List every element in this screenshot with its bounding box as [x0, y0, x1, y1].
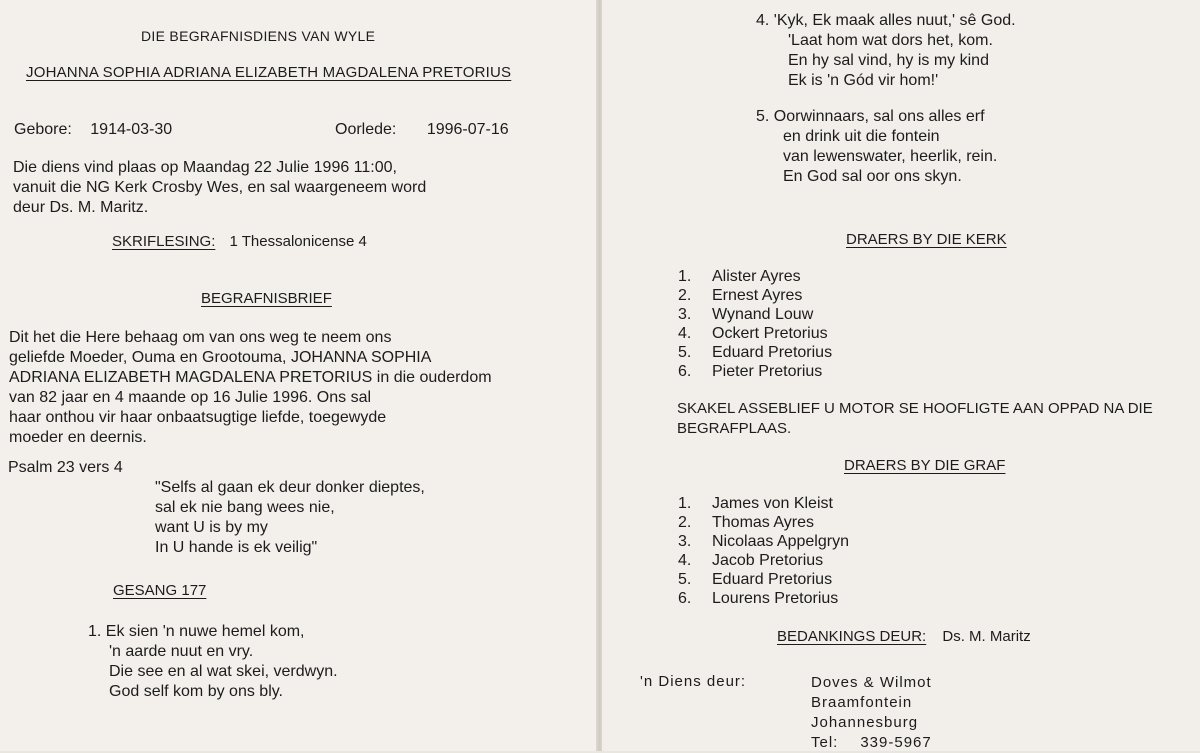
- verse-line: God self kom by ons bly.: [109, 683, 283, 700]
- verse-line: Ek is 'n Gód vir hom!': [788, 72, 939, 89]
- undertaker-phone: Tel: 339-5967: [811, 734, 932, 751]
- list-item: 4. Jacob Pretorius: [678, 552, 824, 569]
- list-item: 6. Pieter Pretorius: [678, 363, 823, 380]
- letter-line: van 82 jaar en 4 maande op 16 Julie 1996. Ons sal: [9, 389, 372, 406]
- church-bearers-heading: DRAERS BY DIE KERK: [846, 231, 1007, 248]
- left-page: [0, 0, 598, 751]
- list-item: 2. Ernest Ayres: [678, 287, 803, 304]
- verse-line: 1. Ek sien 'n nuwe hemel kom,: [88, 623, 305, 640]
- service-line: Die diens vind plaas op Maandag 22 Julie 1996 11:00,: [13, 159, 397, 176]
- verse-line: 'Laat hom wat dors het, kom.: [788, 32, 993, 49]
- born-label: Gebore:: [14, 121, 72, 138]
- funeral-letter: [9, 328, 492, 448]
- psalm-line: In U hande is ek veilig": [155, 539, 318, 556]
- thanks-row: [777, 628, 1031, 645]
- died-label: Oorlede:: [335, 121, 397, 138]
- list-item: 1. James von Kleist: [678, 495, 833, 512]
- service-line: deur Ds. M. Maritz.: [13, 199, 149, 216]
- list-item: 4. Ockert Pretorius: [678, 325, 828, 342]
- hymn-heading: GESANG 177: [113, 582, 207, 599]
- list-item: 1. Alister Ayres: [678, 268, 801, 285]
- letter-line: ADRIANA ELIZABETH MAGDALENA PRETORIUS in die ouderdom: [9, 369, 492, 386]
- right-page: [602, 0, 1200, 751]
- grave-bearers-list: [678, 494, 849, 608]
- undertaker-address: Braamfontein: [811, 694, 913, 711]
- list-item: 6. Lourens Pretorius: [678, 590, 839, 607]
- letter-line: geliefde Moeder, Ouma en Grootouma, JOHANNA SOPHIA: [9, 349, 432, 366]
- thanks-value: Ds. M. Maritz: [942, 628, 1031, 645]
- verse-line: 4. 'Kyk, Ek maak alles nuut,' sê God.: [756, 12, 1016, 29]
- verse-line: En hy sal vind, hy is my kind: [788, 52, 989, 69]
- undertaker-block: [811, 673, 932, 753]
- letter-line: haar onthou vir haar onbaatsugtige liefde, toegewyde: [9, 409, 387, 426]
- service-by-label: 'n Diens deur:: [640, 673, 747, 690]
- hymn-verse-5: [756, 107, 997, 187]
- verse-line: en drink uit die fontein: [783, 128, 940, 145]
- grave-bearers-heading: DRAERS BY DIE GRAF: [844, 457, 1006, 474]
- hymn-verse-1: [88, 622, 338, 702]
- letter-line: Dit het die Here behaag om van ons weg te neem ons: [9, 329, 392, 346]
- list-item: 5. Eduard Pretorius: [678, 344, 833, 361]
- list-item: 3. Nicolaas Appelgryn: [678, 533, 849, 550]
- reading-value: 1 Thessalonicense 4: [229, 233, 367, 250]
- psalm-line: want U is by my: [155, 519, 268, 536]
- born-date: 1914-03-30: [90, 121, 173, 138]
- thanks-label: BEDANKINGS DEUR:: [777, 628, 927, 645]
- notice-line: SKAKEL ASSEBLIEF U MOTOR SE HOOFLIGTE AAN OPPAD NA DIE: [677, 400, 1153, 417]
- list-item: 2. Thomas Ayres: [678, 514, 814, 531]
- verse-line: van lewenswater, heerlik, rein.: [783, 148, 998, 165]
- reading-label: SKRIFLESING:: [112, 233, 216, 250]
- letter-line: moeder en deernis.: [9, 429, 147, 446]
- service-details: [13, 158, 426, 218]
- died-date: 1996-07-16: [426, 121, 509, 138]
- verse-line: En God sal oor ons skyn.: [783, 168, 962, 185]
- service-heading: DIE BEGRAFNISDIENS VAN WYLE: [141, 28, 376, 44]
- list-item: 3. Wynand Louw: [678, 306, 814, 323]
- deceased-name: JOHANNA SOPHIA ADRIANA ELIZABETH MAGDALENA PRETORIUS: [26, 64, 512, 81]
- notice-line: BEGRAFPLAAS.: [677, 420, 792, 437]
- verse-line: 5. Oorwinnaars, sal ons alles erf: [756, 108, 985, 125]
- reading-row: [112, 233, 367, 250]
- undertaker-name: Doves & Wilmot: [811, 674, 932, 691]
- verse-line: Die see en al wat skei, verdwyn.: [109, 663, 338, 680]
- born-row: [14, 121, 172, 139]
- psalm-line: sal ek nie bang wees nie,: [155, 499, 335, 516]
- service-line: vanuit die NG Kerk Crosby Wes, en sal waargeneem word: [13, 179, 427, 196]
- psalm-reference: Psalm 23 vers 4: [8, 459, 123, 476]
- church-bearers-list: [678, 267, 832, 381]
- hymn-verse-4: [756, 11, 1016, 91]
- undertaker-city: Johannesburg: [811, 714, 919, 731]
- letter-heading: BEGRAFNISBRIEF: [201, 290, 332, 307]
- headlights-notice: [677, 399, 1153, 439]
- psalm-line: "Selfs al gaan ek deur donker dieptes,: [155, 479, 425, 496]
- list-item: 5. Eduard Pretorius: [678, 571, 833, 588]
- died-row: [335, 121, 509, 139]
- psalm-quote: [155, 478, 425, 558]
- verse-line: 'n aarde nuut en vry.: [109, 643, 254, 660]
